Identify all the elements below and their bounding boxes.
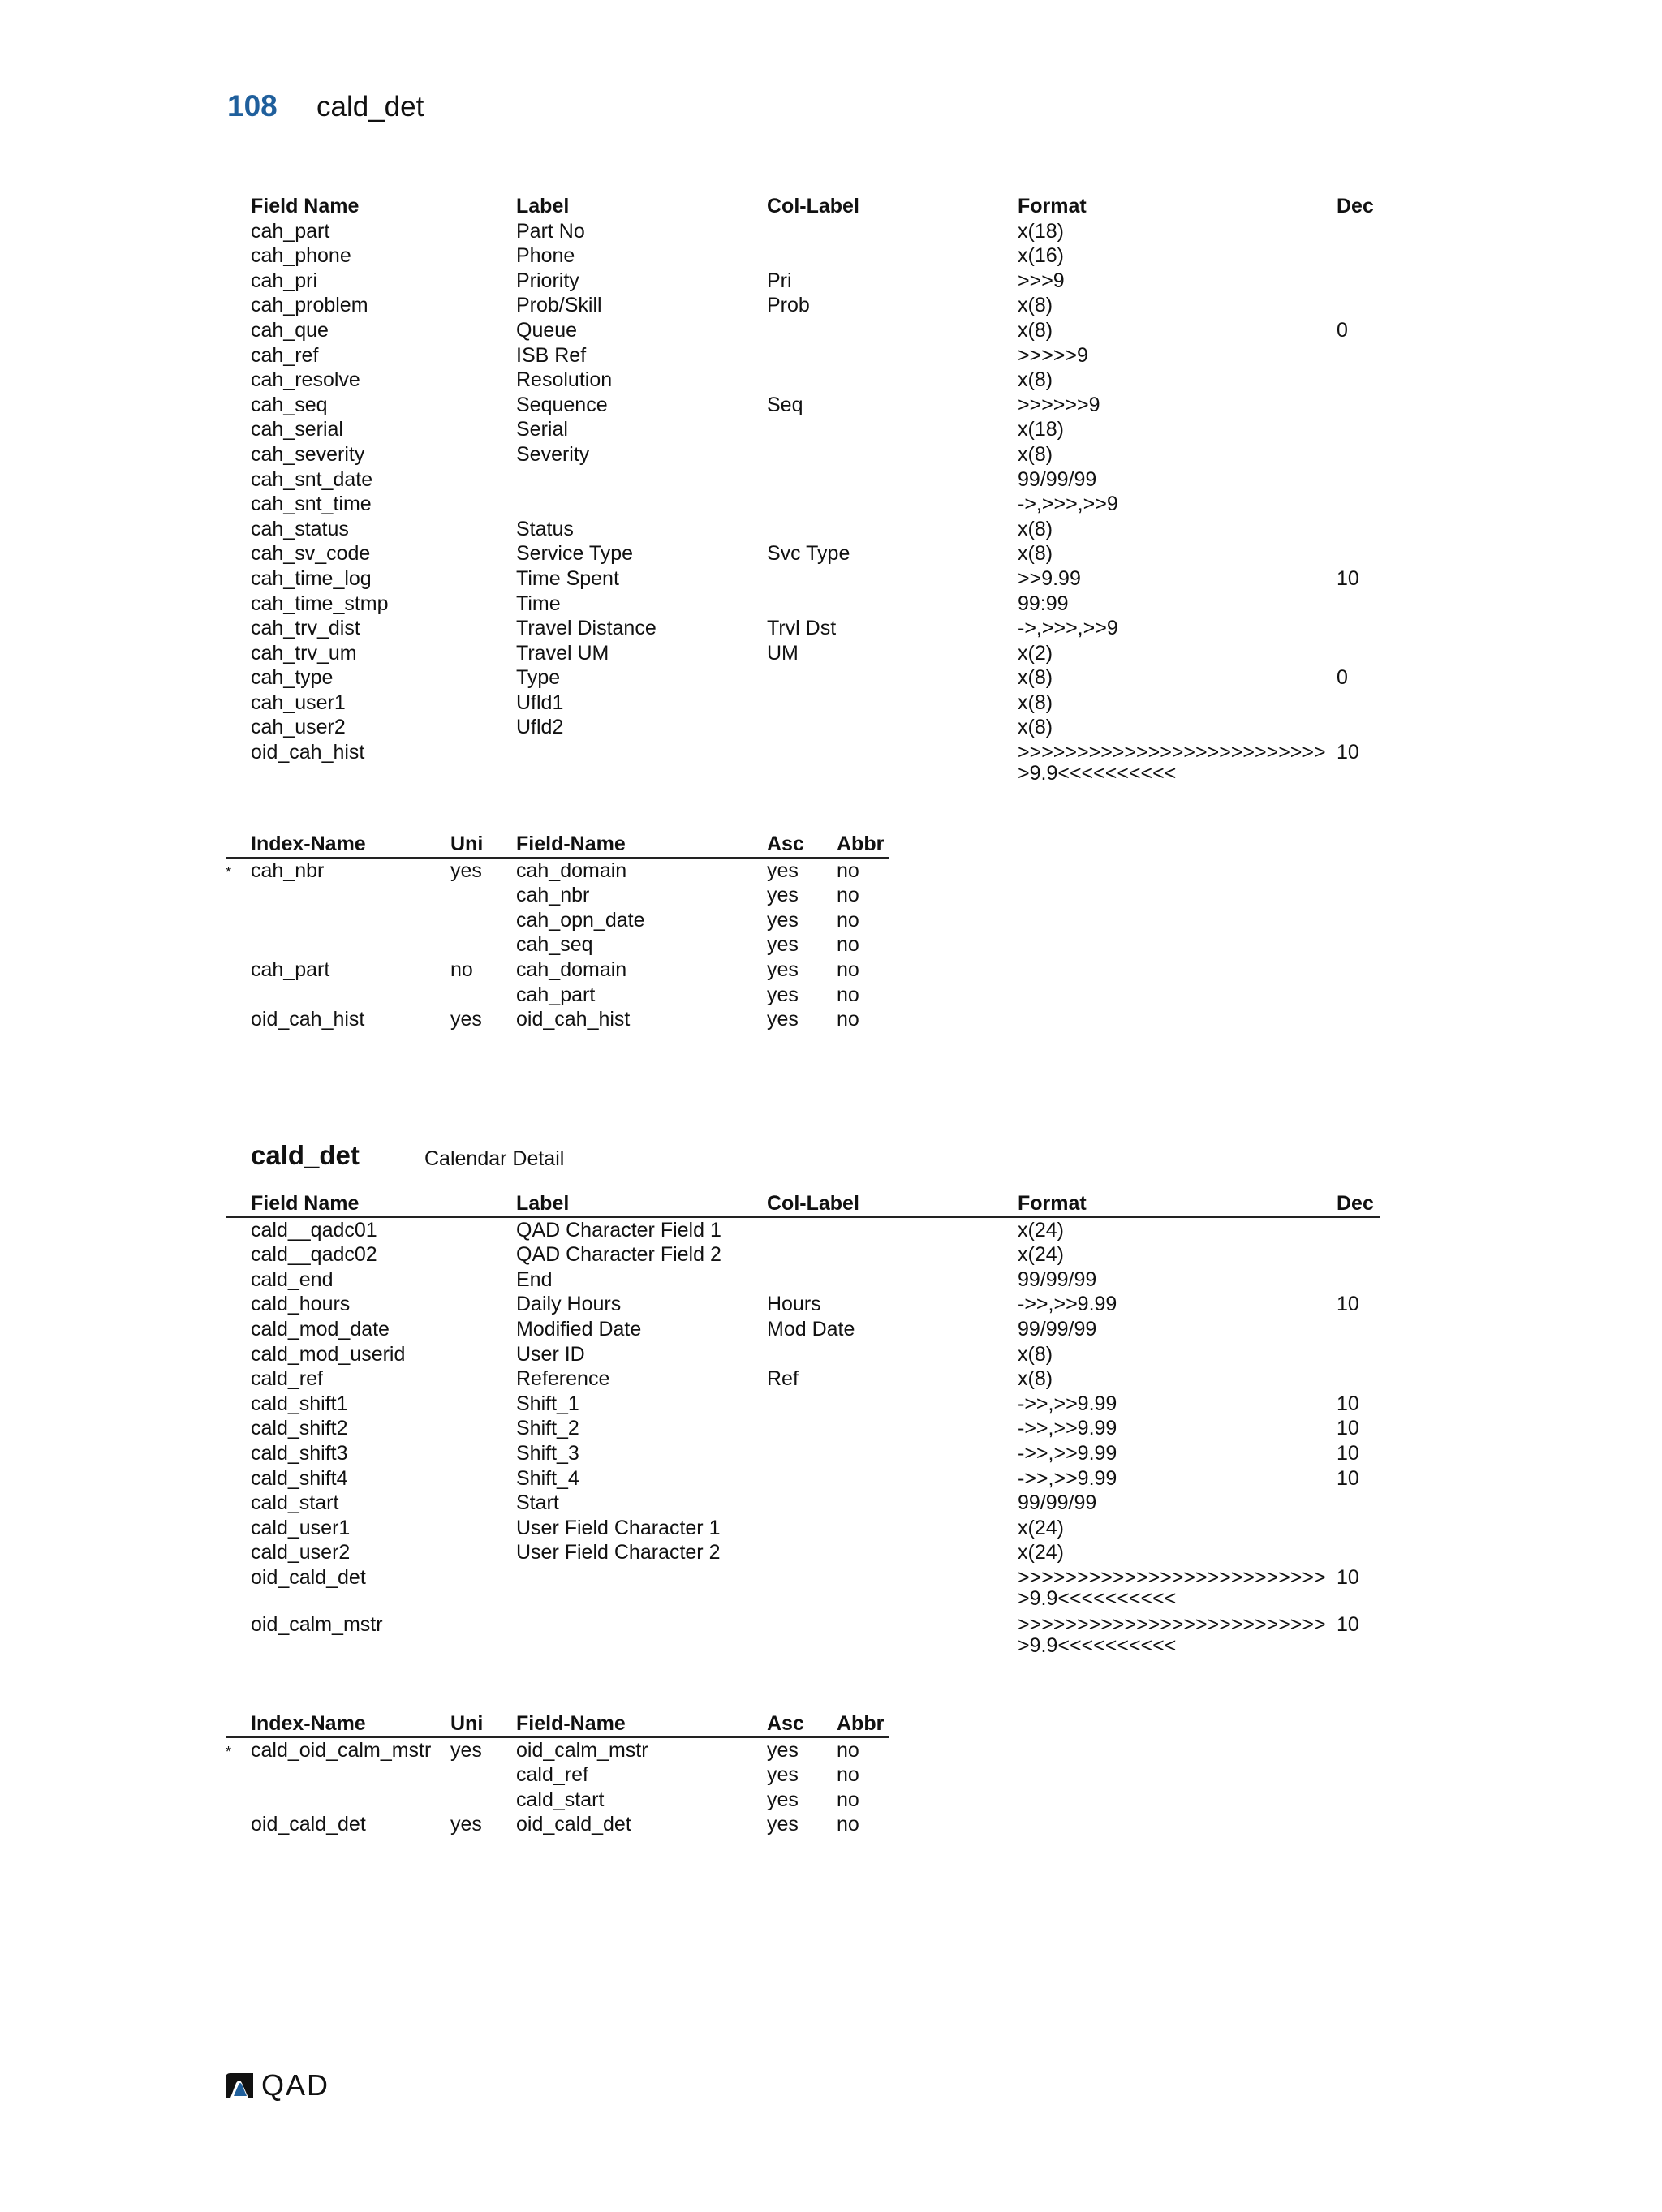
header-dec: Dec: [1337, 195, 1374, 217]
field-format: x(24): [1018, 1218, 1064, 1242]
field-table-header: [226, 1191, 1380, 1218]
index-row: [0, 983, 889, 1008]
index-table-header: [226, 832, 889, 859]
header-uni: Uni: [450, 1712, 484, 1735]
page-topic: cald_det: [316, 91, 424, 123]
field-label: Time Spent: [516, 566, 619, 590]
index-ascending: yes: [767, 983, 799, 1006]
field-name: cah_trv_um: [251, 641, 357, 665]
field-format: x(8): [1018, 1342, 1053, 1366]
field-format: x(8): [1018, 666, 1053, 690]
field-name: cah_snt_date: [251, 467, 373, 491]
field-row: [0, 1292, 1380, 1317]
index-row: [0, 908, 889, 933]
field-format: >>>>>>>>>>>>>>>>>>>>>>>>>>>9.9<<<<<<<<<<: [1018, 1612, 1326, 1657]
field-format: >>>>>>9: [1018, 393, 1100, 416]
header-field-name: Field Name: [251, 195, 360, 217]
header-label: Label: [516, 195, 570, 217]
field-label: User ID: [516, 1342, 585, 1366]
index-ascending: yes: [767, 958, 799, 981]
primary-index-marker: *: [226, 1743, 232, 1760]
field-format: ->>,>>9.99: [1018, 1392, 1117, 1415]
field-row: [0, 1218, 1380, 1243]
field-row: [0, 1516, 1380, 1541]
index-field-name: cah_domain: [516, 859, 627, 882]
index-ascending: yes: [767, 859, 799, 882]
index-unique: yes: [450, 1008, 482, 1031]
field-dec: 0: [1337, 666, 1348, 690]
index-field-name: cah_domain: [516, 958, 627, 981]
field-label: QAD Character Field 2: [516, 1243, 721, 1267]
field-name: cah_user1: [251, 691, 346, 714]
field-label: Type: [516, 666, 561, 690]
index-field-name: oid_cald_det: [516, 1813, 631, 1836]
index-field-name: oid_calm_mstr: [516, 1738, 648, 1762]
field-format: >>>>>>>>>>>>>>>>>>>>>>>>>>>9.9<<<<<<<<<<: [1018, 1565, 1326, 1610]
field-format: x(8): [1018, 542, 1053, 566]
field-name: cah_serial: [251, 418, 343, 441]
index-row: [0, 1007, 889, 1032]
header-format: Format: [1018, 1192, 1087, 1215]
header-asc: Asc: [767, 1712, 804, 1735]
index-row: [0, 1812, 889, 1837]
index-ascending: yes: [767, 1008, 799, 1031]
page-number: 108: [227, 89, 278, 123]
field-format: ->,>>>,>>9: [1018, 493, 1118, 516]
field-label: Status: [516, 517, 574, 540]
field-format: ->>,>>9.99: [1018, 1466, 1117, 1490]
index-row: [0, 958, 889, 983]
field-label: Time: [516, 592, 561, 615]
field-name: cald_end: [251, 1267, 334, 1291]
table-description: Calendar Detail: [424, 1147, 565, 1170]
field-name: cah_part: [251, 219, 330, 243]
field-format: >>>>>>>>>>>>>>>>>>>>>>>>>>>9.9<<<<<<<<<<: [1018, 741, 1326, 785]
field-col-label: Mod Date: [767, 1317, 855, 1341]
primary-index-marker: *: [226, 863, 232, 880]
field-name: cald__qadc02: [251, 1243, 377, 1267]
field-name: cah_ref: [251, 343, 319, 367]
cald-field-table: [0, 1191, 1380, 1659]
index-ascending: yes: [767, 908, 799, 932]
field-label: Sequence: [516, 393, 608, 416]
index-field-name: cald_ref: [516, 1763, 588, 1787]
index-abbreviated: no: [837, 884, 859, 907]
header-dec: Dec: [1337, 1192, 1374, 1215]
field-name: cald_start: [251, 1491, 339, 1515]
field-name: cah_time_stmp: [251, 592, 389, 615]
field-dec: 10: [1337, 1441, 1359, 1465]
header-format: Format: [1018, 195, 1087, 217]
field-label: Serial: [516, 418, 568, 441]
cah-index-table: [0, 832, 889, 1032]
header-index-name: Index-Name: [251, 1712, 366, 1735]
field-row: [0, 1366, 1380, 1392]
field-label: Part No: [516, 219, 585, 243]
field-format: >>9.99: [1018, 566, 1081, 590]
field-format: ->>,>>9.99: [1018, 1417, 1117, 1440]
header-abbr: Abbr: [837, 833, 885, 855]
header-index-name: Index-Name: [251, 833, 366, 855]
index-ascending: yes: [767, 1763, 799, 1787]
index-row: [0, 883, 889, 908]
header-field-name: Field-Name: [516, 833, 626, 855]
field-label: Shift_3: [516, 1441, 579, 1465]
field-name: cah_phone: [251, 244, 351, 268]
index-name: oid_cald_det: [251, 1813, 366, 1836]
field-format: x(24): [1018, 1541, 1064, 1564]
field-row: [0, 1540, 1380, 1565]
field-dec: 10: [1337, 1466, 1359, 1490]
qad-logo-icon: [224, 2072, 255, 2099]
field-col-label: Svc Type: [767, 542, 850, 566]
index-abbreviated: no: [837, 933, 859, 957]
index-field-name: oid_cah_hist: [516, 1008, 631, 1031]
field-dec: 10: [1337, 1392, 1359, 1415]
field-format: x(8): [1018, 294, 1053, 317]
field-format: x(8): [1018, 318, 1053, 342]
field-label: Start: [516, 1491, 559, 1515]
field-name: cah_severity: [251, 442, 365, 466]
index-name: cah_nbr: [251, 859, 325, 882]
index-name: cah_part: [251, 958, 330, 981]
field-row: [0, 1491, 1380, 1516]
index-abbreviated: no: [837, 908, 859, 932]
field-row: [0, 1342, 1380, 1367]
cald-index-table: [0, 1711, 889, 1837]
field-name: oid_cald_det: [251, 1565, 366, 1589]
index-ascending: yes: [767, 1813, 799, 1836]
index-row: [0, 1788, 889, 1813]
index-field-name: cah_opn_date: [516, 908, 645, 932]
field-name: cah_que: [251, 318, 329, 342]
field-label: ISB Ref: [516, 343, 587, 367]
field-format: x(8): [1018, 716, 1053, 739]
field-dec: 10: [1337, 1612, 1359, 1636]
field-name: cald_mod_date: [251, 1317, 390, 1341]
table-name: cald_det: [251, 1140, 360, 1170]
index-ascending: yes: [767, 1738, 799, 1762]
field-format: x(8): [1018, 517, 1053, 540]
field-label: Resolution: [516, 368, 613, 392]
field-name: cald_mod_userid: [251, 1342, 406, 1366]
field-label: Prob/Skill: [516, 294, 602, 317]
index-ascending: yes: [767, 933, 799, 957]
field-label: Shift_1: [516, 1392, 579, 1415]
field-format: x(16): [1018, 244, 1064, 268]
field-label: Phone: [516, 244, 575, 268]
field-name: cah_problem: [251, 294, 368, 317]
field-col-label: Prob: [767, 294, 810, 317]
field-format: x(8): [1018, 1367, 1053, 1391]
field-format: ->>,>>9.99: [1018, 1441, 1117, 1465]
header-uni: Uni: [450, 833, 484, 855]
index-abbreviated: no: [837, 1008, 859, 1031]
field-name: oid_cah_hist: [251, 741, 365, 764]
index-unique: yes: [450, 1813, 482, 1836]
field-format: >>>>>9: [1018, 343, 1088, 367]
field-row: [0, 1242, 1380, 1267]
field-name: cah_seq: [251, 393, 328, 416]
field-name: cald_ref: [251, 1367, 323, 1391]
field-name: cah_time_log: [251, 566, 372, 590]
field-name: cald_shift1: [251, 1392, 348, 1415]
header-abbr: Abbr: [837, 1712, 885, 1735]
qad-logo: [224, 2068, 330, 2102]
index-row: [0, 1762, 889, 1788]
field-label: Shift_4: [516, 1466, 579, 1490]
field-label: End: [516, 1267, 553, 1291]
field-format: x(8): [1018, 442, 1053, 466]
field-label: Shift_2: [516, 1417, 579, 1440]
field-name: cah_trv_dist: [251, 617, 360, 640]
field-name: cah_snt_time: [251, 493, 372, 516]
field-col-label: Hours: [767, 1293, 821, 1316]
field-name: cah_sv_code: [251, 542, 371, 566]
field-col-label: Pri: [767, 269, 792, 292]
field-name: cah_user2: [251, 716, 346, 739]
field-format: x(8): [1018, 691, 1053, 714]
index-abbreviated: no: [837, 1763, 859, 1787]
field-row: [0, 1565, 1380, 1612]
field-name: cah_status: [251, 517, 349, 540]
header-field-name: Field-Name: [516, 1712, 626, 1735]
field-label: Travel UM: [516, 641, 609, 665]
index-abbreviated: no: [837, 983, 859, 1006]
index-row: [0, 1738, 889, 1763]
field-dec: 10: [1337, 566, 1359, 590]
field-name: cald_hours: [251, 1293, 351, 1316]
field-dec: 10: [1337, 741, 1359, 764]
field-label: Daily Hours: [516, 1293, 622, 1316]
field-label: QAD Character Field 1: [516, 1218, 721, 1242]
field-label: User Field Character 2: [516, 1541, 721, 1564]
index-field-name: cald_start: [516, 1788, 605, 1811]
field-format: x(8): [1018, 368, 1053, 392]
field-name: cald_shift2: [251, 1417, 348, 1440]
header-label: Label: [516, 1192, 570, 1215]
field-format: 99/99/99: [1018, 1317, 1097, 1341]
header-asc: Asc: [767, 833, 804, 855]
field-col-label: Trvl Dst: [767, 617, 837, 640]
index-unique: yes: [450, 1738, 482, 1762]
field-label: Ufld1: [516, 691, 564, 714]
field-row: [0, 1466, 1380, 1491]
index-row: [0, 859, 889, 884]
field-dec: 10: [1337, 1565, 1359, 1589]
field-format: x(2): [1018, 641, 1053, 665]
field-name: cah_type: [251, 666, 334, 690]
qad-logo-text: QAD: [261, 2068, 330, 2102]
field-format: x(24): [1018, 1243, 1064, 1267]
field-label: Severity: [516, 442, 590, 466]
field-row: [0, 1441, 1380, 1466]
index-row: [0, 932, 889, 958]
field-row: [0, 1317, 1380, 1342]
field-label: Reference: [516, 1367, 610, 1391]
field-dec: 10: [1337, 1293, 1359, 1316]
index-field-name: cah_seq: [516, 933, 593, 957]
field-label: Priority: [516, 269, 579, 292]
table-title: [251, 1140, 565, 1171]
field-name: oid_calm_mstr: [251, 1612, 383, 1636]
index-ascending: yes: [767, 884, 799, 907]
field-format: 99/99/99: [1018, 467, 1097, 491]
index-name: cald_oid_calm_mstr: [251, 1738, 432, 1762]
field-label: Travel Distance: [516, 617, 657, 640]
field-name: cah_resolve: [251, 368, 360, 392]
header-col-label: Col-Label: [767, 195, 859, 217]
field-row: [0, 1267, 1380, 1293]
field-format: x(24): [1018, 1516, 1064, 1539]
index-field-name: cah_nbr: [516, 884, 590, 907]
field-name: cald_shift3: [251, 1441, 348, 1465]
header-field-name: Field Name: [251, 1192, 360, 1215]
field-row: [0, 1392, 1380, 1417]
field-name: cah_pri: [251, 269, 317, 292]
field-format: ->,>>>,>>9: [1018, 617, 1118, 640]
field-label: Modified Date: [516, 1317, 642, 1341]
field-col-label: Seq: [767, 393, 803, 416]
field-label: Service Type: [516, 542, 634, 566]
field-dec: 0: [1337, 318, 1348, 342]
field-format: x(18): [1018, 418, 1064, 441]
field-label: User Field Character 1: [516, 1516, 721, 1539]
field-name: cald_shift4: [251, 1466, 348, 1490]
field-label: Queue: [516, 318, 578, 342]
field-format: >>>9: [1018, 269, 1065, 292]
field-name: cald__qadc01: [251, 1218, 377, 1242]
field-name: cald_user1: [251, 1516, 351, 1539]
index-unique: yes: [450, 859, 482, 882]
field-format: ->>,>>9.99: [1018, 1293, 1117, 1316]
field-col-label: UM: [767, 641, 799, 665]
field-row: [0, 1416, 1380, 1441]
field-label: Ufld2: [516, 716, 564, 739]
field-format: 99/99/99: [1018, 1267, 1097, 1291]
index-abbreviated: no: [837, 1788, 859, 1811]
index-abbreviated: no: [837, 958, 859, 981]
field-name: cald_user2: [251, 1541, 351, 1564]
index-abbreviated: no: [837, 1813, 859, 1836]
field-format: 99:99: [1018, 592, 1069, 615]
index-ascending: yes: [767, 1788, 799, 1811]
field-row: [0, 1612, 1380, 1659]
index-abbreviated: no: [837, 1738, 859, 1762]
index-abbreviated: no: [837, 859, 859, 882]
field-format: 99/99/99: [1018, 1491, 1097, 1515]
field-dec: 10: [1337, 1417, 1359, 1440]
field-col-label: Ref: [767, 1367, 799, 1391]
index-unique: no: [450, 958, 473, 981]
field-format: x(18): [1018, 219, 1064, 243]
header-col-label: Col-Label: [767, 1192, 859, 1215]
index-field-name: cah_part: [516, 983, 596, 1006]
index-table-header: [226, 1711, 889, 1738]
index-name: oid_cah_hist: [251, 1008, 365, 1031]
